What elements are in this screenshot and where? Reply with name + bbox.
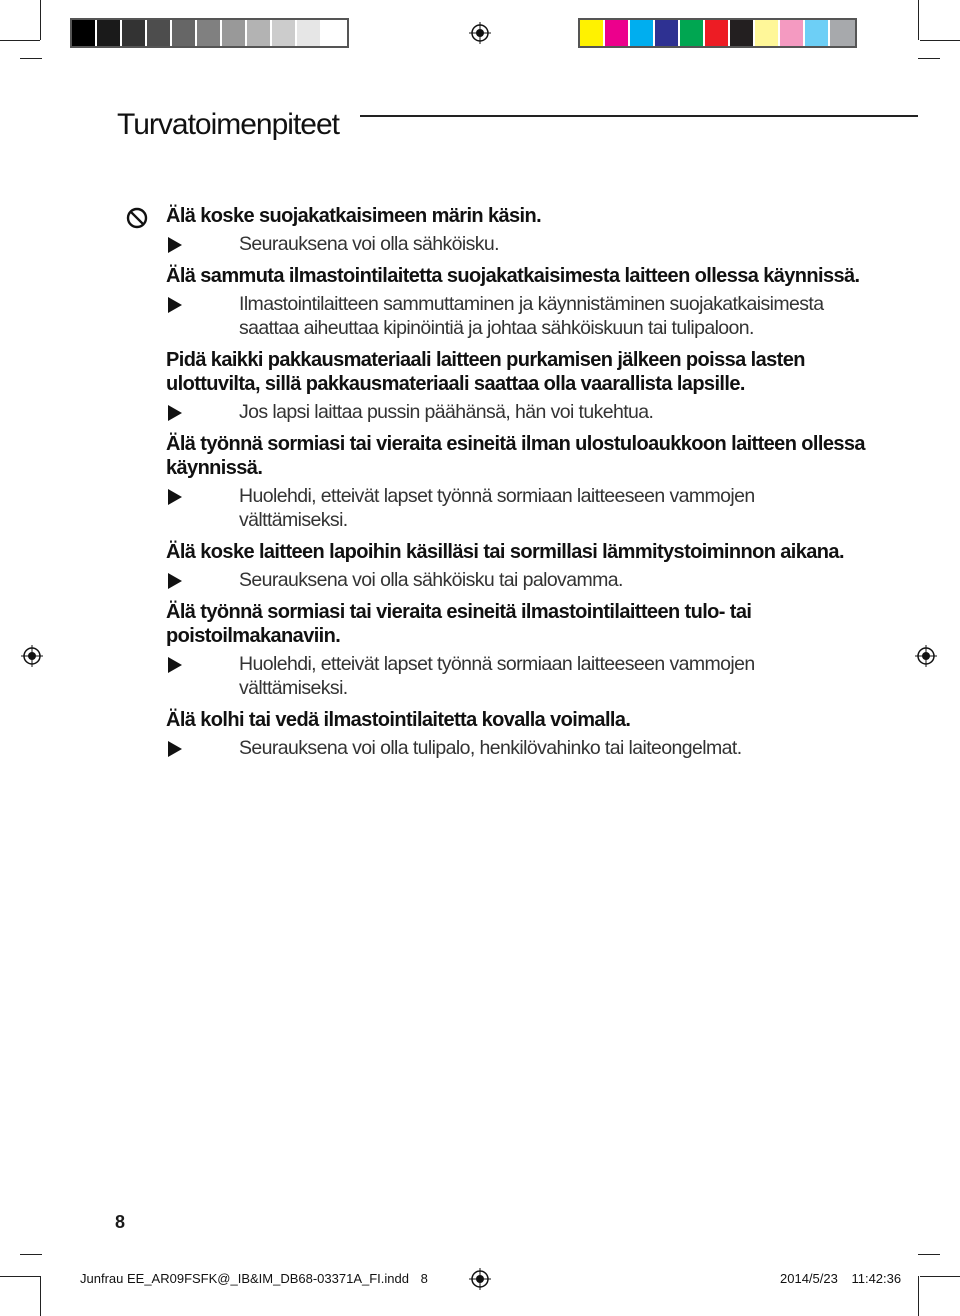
footer-time: 11:42:36	[851, 1271, 902, 1286]
crop-mark	[920, 40, 960, 41]
color-swatch	[172, 20, 197, 46]
safety-item	[166, 708, 866, 760]
warning-heading: Älä työnnä sormiasi tai vieraita esineitä ilman ulostuloaukkoon laitteen ollessa käynnissä.	[166, 433, 865, 479]
registration-mark-icon	[915, 645, 937, 667]
warning-note	[166, 652, 866, 700]
color-swatch	[705, 20, 730, 46]
crop-mark	[920, 1276, 960, 1277]
color-swatch	[272, 20, 297, 46]
page-number: 8	[115, 1212, 126, 1232]
arrow-right-icon	[168, 657, 182, 673]
color-swatch	[630, 20, 655, 46]
color-swatch	[830, 20, 855, 46]
color-swatch	[805, 20, 830, 46]
warning-note-text: Huolehdi, etteivät lapset työnnä sormiaan laitteeseen vammojen välttämiseksi.	[239, 653, 755, 699]
crop-mark	[918, 1254, 940, 1255]
arrow-right-icon	[168, 741, 182, 757]
color-swatch	[147, 20, 172, 46]
crop-mark	[0, 40, 40, 41]
registration-mark-icon	[21, 645, 43, 667]
crop-mark	[918, 0, 919, 40]
warning-note	[166, 484, 866, 532]
warning-note-text: Ilmastointilaitteen sammuttaminen ja käynnistäminen suojakatkaisimesta saattaa aiheuttaa kipinöintiä ja johtaa sähköiskuun tai tulipaloon.	[239, 293, 824, 339]
color-swatch	[780, 20, 805, 46]
process-color-bar	[578, 18, 857, 48]
warning-heading: Älä kolhi tai vedä ilmastointilaitetta kovalla voimalla.	[166, 709, 631, 731]
safety-list	[166, 204, 866, 768]
arrow-right-icon	[168, 573, 182, 589]
color-swatch	[97, 20, 122, 46]
crop-mark	[40, 0, 41, 40]
color-swatch	[322, 20, 347, 46]
footer-filename: Junfrau EE_AR09FSFK@_IB&IM_DB68-03371A_FI.indd	[80, 1271, 409, 1286]
footer-page: 8	[420, 1271, 428, 1286]
warning-note	[166, 292, 866, 340]
arrow-right-icon	[168, 405, 182, 421]
gray-color-bar	[70, 18, 349, 48]
warning-heading: Älä koske suojakatkaisimeen märin käsin.	[166, 205, 542, 227]
color-swatch	[680, 20, 705, 46]
warning-heading: Älä työnnä sormiasi tai vieraita esineitä ilmastointilaitteen tulo- tai poistoilmakanaviin.	[166, 601, 752, 647]
registration-mark-icon	[469, 22, 491, 44]
safety-item	[166, 264, 866, 340]
color-swatch	[222, 20, 247, 46]
warning-heading: Pidä kaikki pakkausmateriaali laitteen purkamisen jälkeen poissa lasten ulottuvilta, sillä pakkausmateriaali saattaa olla vaarallista lapsille.	[166, 349, 805, 395]
footer-date: 2014/5/23	[780, 1271, 838, 1286]
crop-mark	[918, 1276, 919, 1316]
color-swatch	[122, 20, 147, 46]
warning-note-text: Huolehdi, etteivät lapset työnnä sormiaan laitteeseen vammojen välttämiseksi.	[239, 485, 755, 531]
color-swatch	[72, 20, 97, 46]
crop-mark	[20, 1254, 42, 1255]
warning-note	[166, 232, 866, 256]
warning-note-text: Seurauksena voi olla tulipalo, henkilövahinko tai laiteongelmat.	[239, 737, 742, 759]
color-swatch	[730, 20, 755, 46]
arrow-right-icon	[168, 297, 182, 313]
warning-note-text: Jos lapsi laittaa pussin päähänsä, hän voi tukehtua.	[239, 401, 654, 423]
safety-item	[166, 432, 866, 532]
color-swatch	[655, 20, 680, 46]
safety-item	[166, 348, 866, 424]
warning-note	[166, 736, 866, 760]
crop-mark	[40, 1276, 41, 1316]
warning-heading: Älä sammuta ilmastointilaitetta suojakatkaisimesta laitteen ollessa käynnissä.	[166, 265, 860, 287]
warning-note-text: Seurauksena voi olla sähköisku tai palovamma.	[239, 569, 623, 591]
arrow-right-icon	[168, 489, 182, 505]
footer-file	[80, 1271, 428, 1286]
color-swatch	[297, 20, 322, 46]
safety-item	[166, 600, 866, 700]
prohibition-icon	[126, 207, 148, 229]
safety-item	[166, 540, 866, 592]
crop-mark	[0, 1276, 40, 1277]
color-swatch	[605, 20, 630, 46]
registration-mark-icon	[469, 1268, 491, 1290]
color-swatch	[580, 20, 605, 46]
color-swatch	[247, 20, 272, 46]
warning-heading: Älä koske laitteen lapoihin käsilläsi tai sormillasi lämmitystoiminnon aikana.	[166, 541, 844, 563]
arrow-right-icon	[168, 237, 182, 253]
title-rule	[360, 115, 918, 117]
color-swatch	[197, 20, 222, 46]
safety-item	[166, 204, 866, 256]
warning-note	[166, 568, 866, 592]
crop-mark	[918, 58, 940, 59]
warning-note-text: Seurauksena voi olla sähköisku.	[239, 233, 499, 255]
crop-mark	[20, 58, 42, 59]
page-title: Turvatoimenpiteet	[117, 108, 340, 141]
color-swatch	[755, 20, 780, 46]
warning-note	[166, 400, 866, 424]
footer-timestamp	[780, 1271, 901, 1286]
